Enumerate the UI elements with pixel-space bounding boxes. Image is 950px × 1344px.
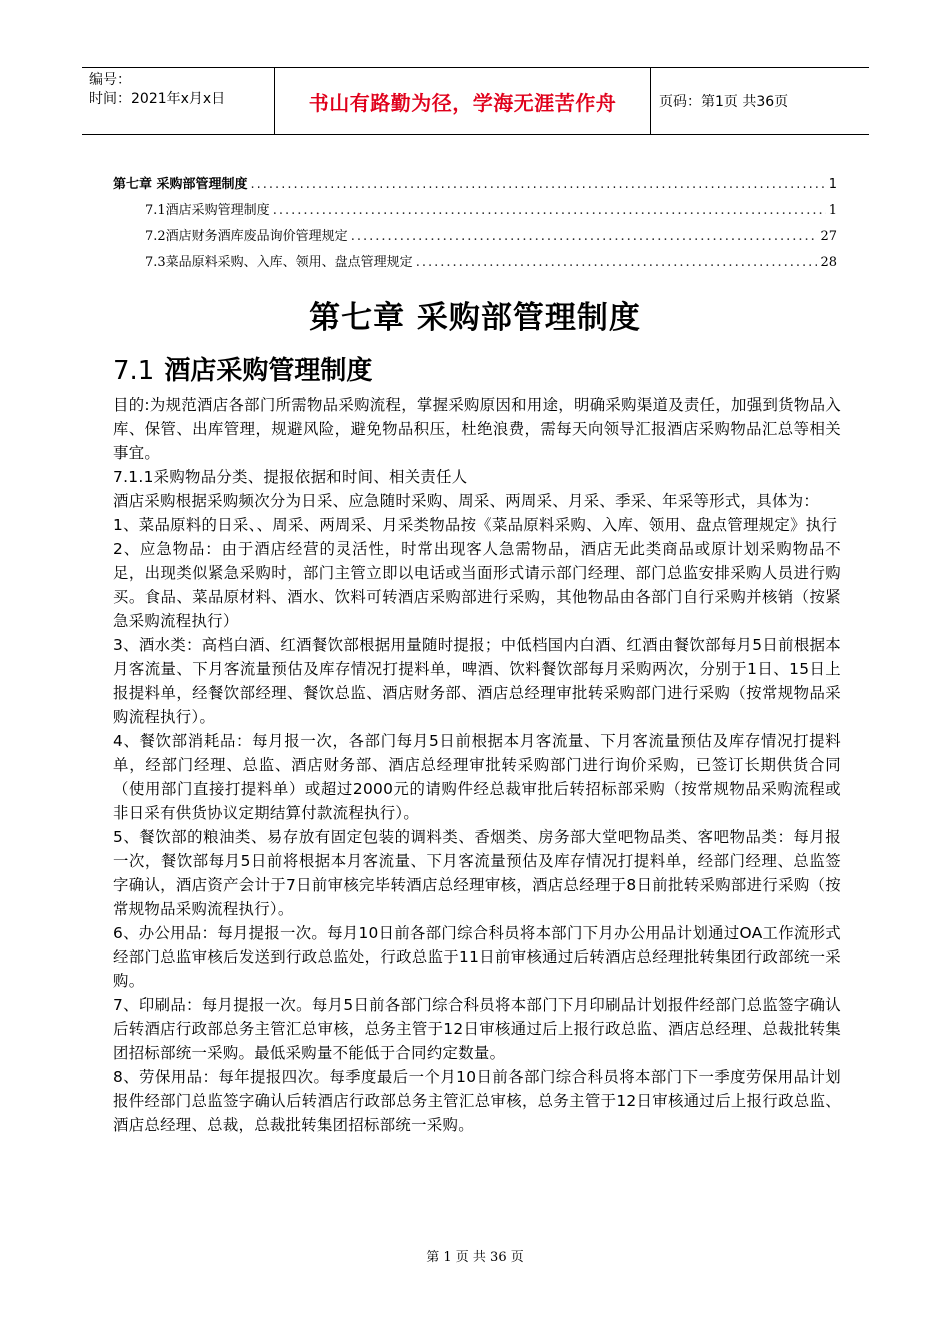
paragraph: 目的:为规范酒店各部门所需物品采购流程，掌握采购原因和用途，明确采购渠道及责任，加强到货物品入库、保管、出库管理，规避风险，避免物品积压，杜绝浪费，需每天向领导汇报酒店采购物品汇总等相关事宜。 xyxy=(113,396,841,462)
toc-leader xyxy=(416,250,818,276)
toc-entry[interactable] xyxy=(113,250,837,276)
chapter-title: 第七章 采购部管理制度 xyxy=(309,300,641,336)
paragraph: 酒店采购根据采购频次分为日采、应急随时采购、周采、两周采、月采、季采、年采等形式，具体为： xyxy=(113,492,820,510)
section-heading xyxy=(113,350,372,387)
paragraph: 8、劳保用品：每年提报四次。每季度最后一个月10日前各部门综合科员将本部门下一季度劳保用品计划报件经部门总监签字确认后转酒店行政部总务主管汇总审核，总务主管于12日审核通过后上报行政总监、酒店总经理、总裁，总裁批转集团招标部统一采购。 xyxy=(113,1068,841,1134)
section-number: 7.1 xyxy=(113,356,155,386)
toc-entry[interactable] xyxy=(113,198,837,224)
toc-entry-page: 1 xyxy=(828,177,837,192)
paragraph: 6、办公用品：每月提报一次。每月10日前各部门综合科员将本部门下月办公用品计划通过OA工作流形式经部门总监审核后发送到行政总监处，行政总监于11日前审核通过后转酒店总经理批转集团行政部统一采购。 xyxy=(113,924,841,990)
toc-entry-title: 第七章 采购部管理制度 xyxy=(113,177,248,192)
header-motto: 书山有路勤为径，学海无涯苦作舟 xyxy=(275,68,651,134)
toc-leader xyxy=(351,224,818,250)
toc-entry-page: 27 xyxy=(820,229,837,244)
paragraph: 5、餐饮部的粮油类、易存放有固定包装的调料类、香烟类、房务部大堂吧物品类、客吧物品类：每月报一次，餐饮部每月5日前将根据本月客流量、下月客流量预估及库存情况打提料单，经部门经理、总监签字确认，酒店资产会计于7日前审核完毕转酒店总经理审核，酒店总经理于8日前批转采购部进行采购（按常规物品采购流程执行）。 xyxy=(113,828,841,918)
section-title: 酒店采购管理制度 xyxy=(164,356,373,386)
toc-entry-title: 7.2酒店财务酒库废品询价管理规定 xyxy=(145,229,348,244)
body-text xyxy=(113,393,841,1137)
header-page-info: 页码：第1页 共36页 xyxy=(659,94,789,110)
toc-entry-page: 28 xyxy=(820,255,837,270)
toc-entry-page: 1 xyxy=(828,203,837,218)
page-header xyxy=(82,67,869,135)
toc-leader xyxy=(251,172,826,198)
paragraph: 3、酒水类：高档白酒、红酒餐饮部根据用量随时提报；中低档国内白酒、红酒由餐饮部每月5日前根据本月客流量、下月客流量预估及库存情况打提料单，啤酒、饮料餐饮部每月采购两次，分别于1日、15日上报提料单，经餐饮部经理、餐饮总监、酒店财务部、酒店总经理审批转采购部门进行采购（按常规物品采购流程执行）。 xyxy=(113,636,841,726)
toc-leader xyxy=(273,198,826,224)
toc-entry-title: 7.1酒店采购管理制度 xyxy=(145,203,270,218)
page-footer: 第 1 页 共 36 页 xyxy=(426,1250,524,1265)
toc-entry-title: 7.3菜品原料采购、入库、领用、盘点管理规定 xyxy=(145,255,413,270)
header-meta xyxy=(82,68,275,134)
paragraph: 7、印刷品：每月提报一次。每月5日前各部门综合科员将本部门下月印刷品计划报件经部门总监签字确认后转酒店行政部总务主管汇总审核，总务主管于12日审核通过后上报行政总监、酒店总经理、总裁批转集团招标部统一采购。最低采购量不能低于合同约定数量。 xyxy=(113,996,841,1062)
table-of-contents xyxy=(113,172,837,276)
date-line: 时间：2021年x月x日 xyxy=(89,91,226,107)
paragraph: 2、应急物品：由于酒店经营的灵活性，时常出现客人急需物品，酒店无此类商品或原计划采购物品不足，出现类似紧急采购时，部门主管立即以电话或当面形式请示部门经理、部门总监安排采购人员进行购买。食品、菜品原材料、酒水、饮料可转酒店采购部进行采购，其他物品由各部门自行采购并核销（按紧急采购流程执行） xyxy=(113,540,841,630)
toc-entry[interactable] xyxy=(113,172,837,198)
paragraph: 1、菜品原料的日采、、周采、两周采、月采类物品按《菜品原料采购、入库、领用、盘点管理规定》执行 xyxy=(113,516,838,534)
paragraph: 7.1.1采购物品分类、提报依据和时间、相关责任人 xyxy=(113,468,468,486)
paragraph: 4、餐饮部消耗品：每月报一次，各部门每月5日前根据本月客流量、下月客流量预估及库存情况打提料单，经部门经理、总监、酒店财务部、酒店总经理审批转采购部门进行询价采购，已签订长期供货合同（使用部门直接打提料单）或超过2000元的请购件经总裁审批后转招标部采购（按常规物品采购流程或非日采有供货协议定期结算付款流程执行）。 xyxy=(113,732,841,822)
serial-label: 编号： xyxy=(89,72,131,88)
toc-entry[interactable] xyxy=(113,224,837,250)
